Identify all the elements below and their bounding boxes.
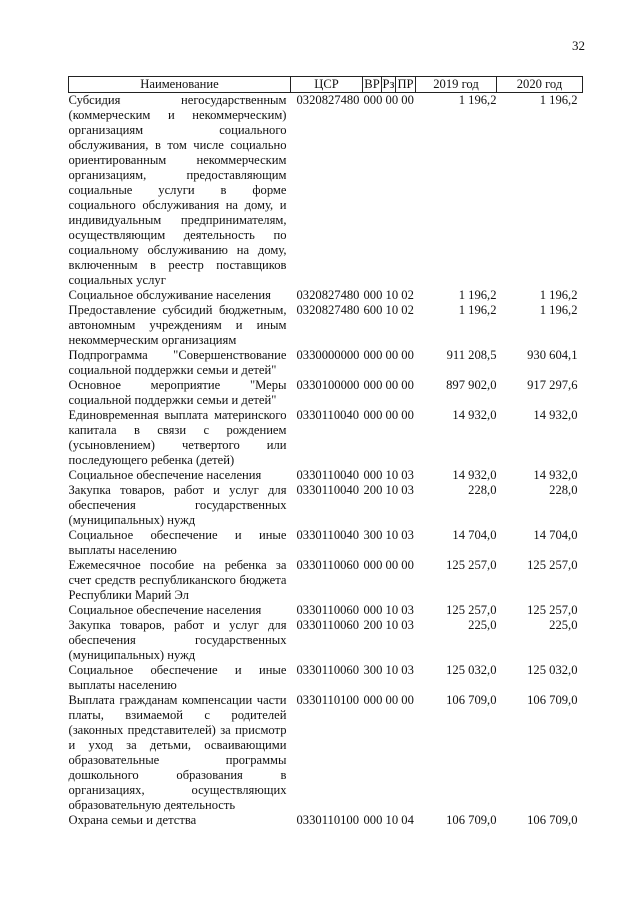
row-2019-cell: 125 257,0: [446, 603, 497, 617]
row-2019-cell: 1 196,2: [458, 93, 497, 107]
row-2020-cell: 1 196,2: [539, 303, 578, 317]
row-csr-cell: 0330110040: [296, 408, 360, 422]
row-2019-cell: 225,0: [468, 618, 497, 632]
row-name-cell: Социальное обеспечение и иные выплаты населению: [68, 663, 287, 692]
header-csr: ЦСР: [291, 77, 363, 93]
row-codes-cell: 200 10 03: [363, 483, 414, 497]
row-name-cell: Социальное обеспечение и иные выплаты населению: [68, 528, 287, 557]
row-codes-cell: 000 00 00: [363, 93, 414, 107]
row-codes-cell: 000 00 00: [363, 408, 414, 422]
header-2020: 2020 год: [497, 77, 583, 93]
row-name-cell: Социальное обслуживание населения: [68, 288, 271, 302]
row-2020-cell: 225,0: [549, 618, 578, 632]
row-csr-cell: 0320827480: [296, 288, 360, 302]
row-codes-cell: 600 10 02: [363, 303, 414, 317]
row-name-cell: Единовременная выплата материнского капитала в связи с рождением (усыновлением) четвертого или последующего ребенка (детей): [68, 408, 287, 467]
budget-table-container: [68, 76, 582, 828]
row-csr-cell: 0330110060: [296, 603, 360, 617]
row-name-cell: Закупка товаров, работ и услуг для обеспечения государственных (муниципальных) нужд: [68, 483, 287, 527]
page-number: 32: [572, 38, 585, 53]
table-row: [69, 303, 583, 348]
table-row: [69, 483, 583, 528]
row-name-cell: Предоставление субсидий бюджетным, автономным учреждениям и иным некоммерческим организациям: [68, 303, 287, 347]
table-row: [69, 693, 583, 813]
row-name-cell: Подпрограмма "Совершенствование социальной поддержки семьи и детей": [68, 348, 287, 377]
table-row: [69, 603, 583, 618]
row-csr-cell: 0330110040: [296, 528, 360, 542]
row-2020-cell: 930 604,1: [527, 348, 578, 362]
row-2020-cell: 14 932,0: [533, 468, 578, 482]
row-codes-cell: 000 10 02: [363, 288, 414, 302]
table-row: [69, 528, 583, 558]
table-header-row: [69, 77, 583, 93]
row-codes-cell: 200 10 03: [363, 618, 414, 632]
table-row: [69, 408, 583, 468]
row-csr-cell: 0330110100: [296, 813, 360, 827]
row-2019-cell: 14 932,0: [452, 468, 497, 482]
row-csr-cell: 0320827480: [296, 93, 360, 107]
row-name-cell: Ежемесячное пособие на ребенка за счет средств республиканского бюджета Республики Марий Эл: [68, 558, 287, 602]
header-name: Наименование: [69, 77, 291, 93]
row-codes-cell: 000 10 04: [363, 813, 414, 827]
row-2020-cell: 14 932,0: [533, 408, 578, 422]
row-2020-cell: 228,0: [549, 483, 578, 497]
row-name-cell: Охрана семьи и детства: [68, 813, 197, 827]
row-csr-cell: 0330110100: [296, 693, 360, 707]
table-row: [69, 663, 583, 693]
row-csr-cell: 0320827480: [296, 303, 360, 317]
row-2020-cell: 1 196,2: [539, 93, 578, 107]
row-2019-cell: 14 932,0: [452, 408, 497, 422]
row-2019-cell: 897 902,0: [446, 378, 497, 392]
header-2019: 2019 год: [416, 77, 497, 93]
header-pr: ПР: [397, 77, 414, 91]
row-2019-cell: 911 208,5: [446, 348, 497, 362]
row-codes-cell: 000 00 00: [363, 348, 414, 362]
header-rz: Рз: [382, 77, 395, 91]
table-row: [69, 93, 583, 289]
row-2019-cell: 106 709,0: [446, 813, 497, 827]
row-2019-cell: 125 032,0: [446, 663, 497, 677]
table-row: [69, 348, 583, 378]
row-2020-cell: 14 704,0: [533, 528, 578, 542]
row-2020-cell: 1 196,2: [539, 288, 578, 302]
row-name-cell: Выплата гражданам компенсации части платы, взимаемой с родителей (законных представителей) за присмотр и уход за детьми, осваивающими образовательные программы дошкольного образования в организациях, осуществляющих образовательную деятельность: [68, 693, 287, 812]
row-name-cell: Закупка товаров, работ и услуг для обеспечения государственных (муниципальных) нужд: [68, 618, 287, 662]
table-body: [69, 93, 583, 829]
row-2020-cell: 125 257,0: [527, 558, 578, 572]
row-2020-cell: 106 709,0: [527, 693, 578, 707]
row-csr-cell: 0330100000: [296, 378, 360, 392]
row-csr-cell: 0330110060: [296, 618, 360, 632]
row-2020-cell: 125 032,0: [527, 663, 578, 677]
row-2020-cell: 106 709,0: [527, 813, 578, 827]
row-name-cell: Основное мероприятие "Меры социальной поддержки семьи и детей": [68, 378, 287, 407]
row-csr-cell: 0330000000: [296, 348, 360, 362]
header-vr: ВР: [364, 77, 380, 91]
row-codes-cell: 300 10 03: [363, 663, 414, 677]
row-2020-cell: 125 257,0: [527, 603, 578, 617]
row-codes-cell: 000 00 00: [363, 558, 414, 572]
table-row: [69, 813, 583, 828]
row-name-cell: Субсидия негосударственным (коммерческим и некоммерческим) организациям социального обслуживания, в том числе социально ориентированным некоммерческим организациям, предоставляющим социальные услуги в форме социального обслуживания на дому, и индивидуальным предпринимателям, осуществляющим деятельность по социальному обслуживанию на дому, включенным в реестр поставщиков социальных услуг: [68, 93, 287, 287]
row-codes-cell: 000 10 03: [363, 468, 414, 482]
row-name-cell: Социальное обеспечение населения: [68, 468, 262, 482]
row-csr-cell: 0330110060: [296, 558, 360, 572]
row-2019-cell: 228,0: [468, 483, 497, 497]
row-2020-cell: 917 297,6: [527, 378, 578, 392]
table-row: [69, 378, 583, 408]
table-row: [69, 468, 583, 483]
row-2019-cell: 1 196,2: [458, 288, 497, 302]
row-2019-cell: 125 257,0: [446, 558, 497, 572]
row-codes-cell: 300 10 03: [363, 528, 414, 542]
row-codes-cell: 000 10 03: [363, 603, 414, 617]
row-codes-cell: 000 00 00: [363, 693, 414, 707]
table-row: [69, 288, 583, 303]
table-row: [69, 558, 583, 603]
row-csr-cell: 0330110040: [296, 468, 360, 482]
budget-table: [68, 76, 583, 828]
row-csr-cell: 0330110040: [296, 483, 360, 497]
row-2019-cell: 106 709,0: [446, 693, 497, 707]
row-codes-cell: 000 00 00: [363, 378, 414, 392]
row-2019-cell: 14 704,0: [452, 528, 497, 542]
row-csr-cell: 0330110060: [296, 663, 360, 677]
row-name-cell: Социальное обеспечение населения: [68, 603, 262, 617]
row-2019-cell: 1 196,2: [458, 303, 497, 317]
table-row: [69, 618, 583, 663]
